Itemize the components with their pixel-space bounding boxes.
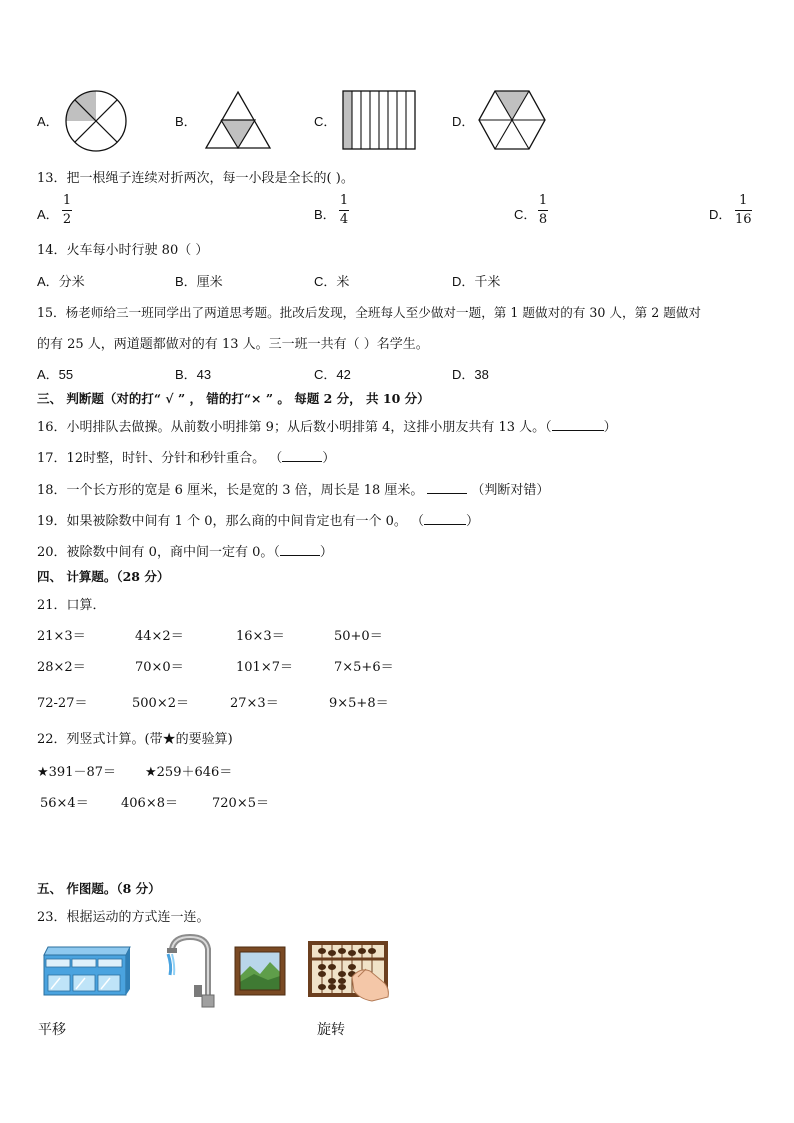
q14-option-b: B．厘米 (175, 274, 223, 289)
q22-item-1: ★391－87＝ (37, 765, 117, 780)
q17-text: 17．12时整，时针、分针和秒针重合。 （ ） (37, 451, 336, 466)
q15-option-b: B．43 (175, 367, 212, 382)
q20-text: 20．被除数中间有 0，商中间一定有 0。（ ） (37, 545, 333, 560)
rectangle-strips-icon (341, 90, 417, 150)
drawer-icon[interactable] (42, 945, 134, 997)
q22-stem: 22．列竖式计算。(带★的要验算) (37, 732, 233, 747)
triangle-quarter-shaded-icon (204, 90, 272, 150)
q15-stem-line1: 15．杨老师给三一班同学出了两道思考题。批改后发现，全班每人至少做对一题，第 1 题做对的有 30 人，第 2 题做对 (37, 305, 702, 320)
q18-answer-blank[interactable] (427, 493, 467, 494)
q20-answer-blank[interactable] (280, 555, 320, 556)
q12-option-a-label: A． (37, 114, 59, 129)
q23-stem: 23．根据运动的方式连一连。 (37, 910, 210, 925)
q16-answer-blank[interactable] (552, 430, 604, 431)
q21-r2-c4: 7×5+6＝ (334, 660, 394, 675)
q12-option-c-label: C． (314, 114, 337, 129)
q23-label-translation: 平移 (38, 1022, 66, 1038)
q18-text: 18．一个长方形的宽是 6 厘米，长是宽的 3 倍，周长是 18 厘米。 （判断对错） (37, 483, 550, 498)
picture-frame-icon[interactable] (234, 946, 286, 996)
abacus-icon[interactable] (308, 941, 392, 1003)
faucet-icon[interactable] (164, 935, 216, 1009)
q21-r1-c2: 44×2＝ (135, 629, 184, 644)
q12-option-b-label: B． (175, 114, 197, 129)
q22-item-4: 406×8＝ (121, 796, 178, 811)
q14-option-a: A．分米 (37, 274, 85, 289)
q21-r3-c1: 72-27＝ (37, 696, 88, 711)
q12-option-d-label: D． (452, 114, 475, 129)
q21-r1-c3: 16×3＝ (236, 629, 285, 644)
q21-r2-c2: 70×0＝ (135, 660, 184, 675)
q21-r1-c1: 21×3＝ (37, 629, 86, 644)
circle-quarter-shaded-icon (64, 89, 128, 153)
q21-r2-c3: 101×7＝ (236, 660, 293, 675)
q22-item-2: ★259＋646＝ (145, 765, 233, 780)
q15-option-a: A．55 (37, 367, 74, 382)
q14-stem: 14．火车每小时行驶 80（ ） (37, 243, 209, 258)
q21-r3-c2: 500×2＝ (132, 696, 189, 711)
q13-option-a-fraction: 1 2 (62, 193, 72, 227)
q23-label-rotation: 旋转 (317, 1022, 345, 1038)
q13-option-d-label: D． (709, 207, 732, 222)
q16-text: 16．小明排队去做操。从前数小明排第 9；从后数小明排第 4，这排小朋友共有 13 人。（ ） (37, 420, 617, 435)
q21-r3-c4: 9×5+8＝ (329, 696, 389, 711)
section5-title: 五、 作图题。（8 分） (37, 881, 161, 896)
q14-option-d: D．千米 (452, 274, 501, 289)
q21-stem: 21．口算． (37, 598, 106, 613)
section4-title: 四、 计算题。（28 分） (37, 569, 170, 584)
q13-option-c-fraction: 1 8 (538, 193, 548, 227)
q13-option-d-fraction: 1 16 (735, 193, 752, 227)
q13-option-b-label: B． (314, 207, 336, 222)
q13-stem: 13．把一根绳子连续对折两次，每一小段是全长的( )。 (37, 171, 354, 186)
q14-option-c: C．米 (314, 274, 350, 289)
q13-option-c-label: C． (514, 207, 537, 222)
q15-option-c: C．42 (314, 367, 351, 382)
q19-text: 19．如果被除数中间有 1 个 0，那么商的中间肯定也有一个 0。 （ ） (37, 514, 480, 529)
q21-r2-c1: 28×2＝ (37, 660, 86, 675)
q21-r3-c3: 27×3＝ (230, 696, 279, 711)
q13-option-a-label: A． (37, 207, 59, 222)
q15-option-d: D．38 (452, 367, 489, 382)
section3-title: 三、 判断题（对的打“ √ ” ， 错的打“× ” 。 每题 2 分， 共 10 分） (37, 391, 430, 406)
hexagon-sixth-shaded-icon (477, 89, 547, 151)
q17-answer-blank[interactable] (282, 461, 322, 462)
q22-item-5: 720×5＝ (212, 796, 269, 811)
q15-stem-line2: 的有 25 人，两道题都做对的有 13 人。三一班一共有（ ）名学生。 (37, 337, 429, 352)
q13-option-b-fraction: 1 4 (339, 193, 349, 227)
q19-answer-blank[interactable] (424, 524, 466, 525)
q22-item-3: 56×4＝ (40, 796, 89, 811)
q21-r1-c4: 50+0＝ (334, 629, 383, 644)
